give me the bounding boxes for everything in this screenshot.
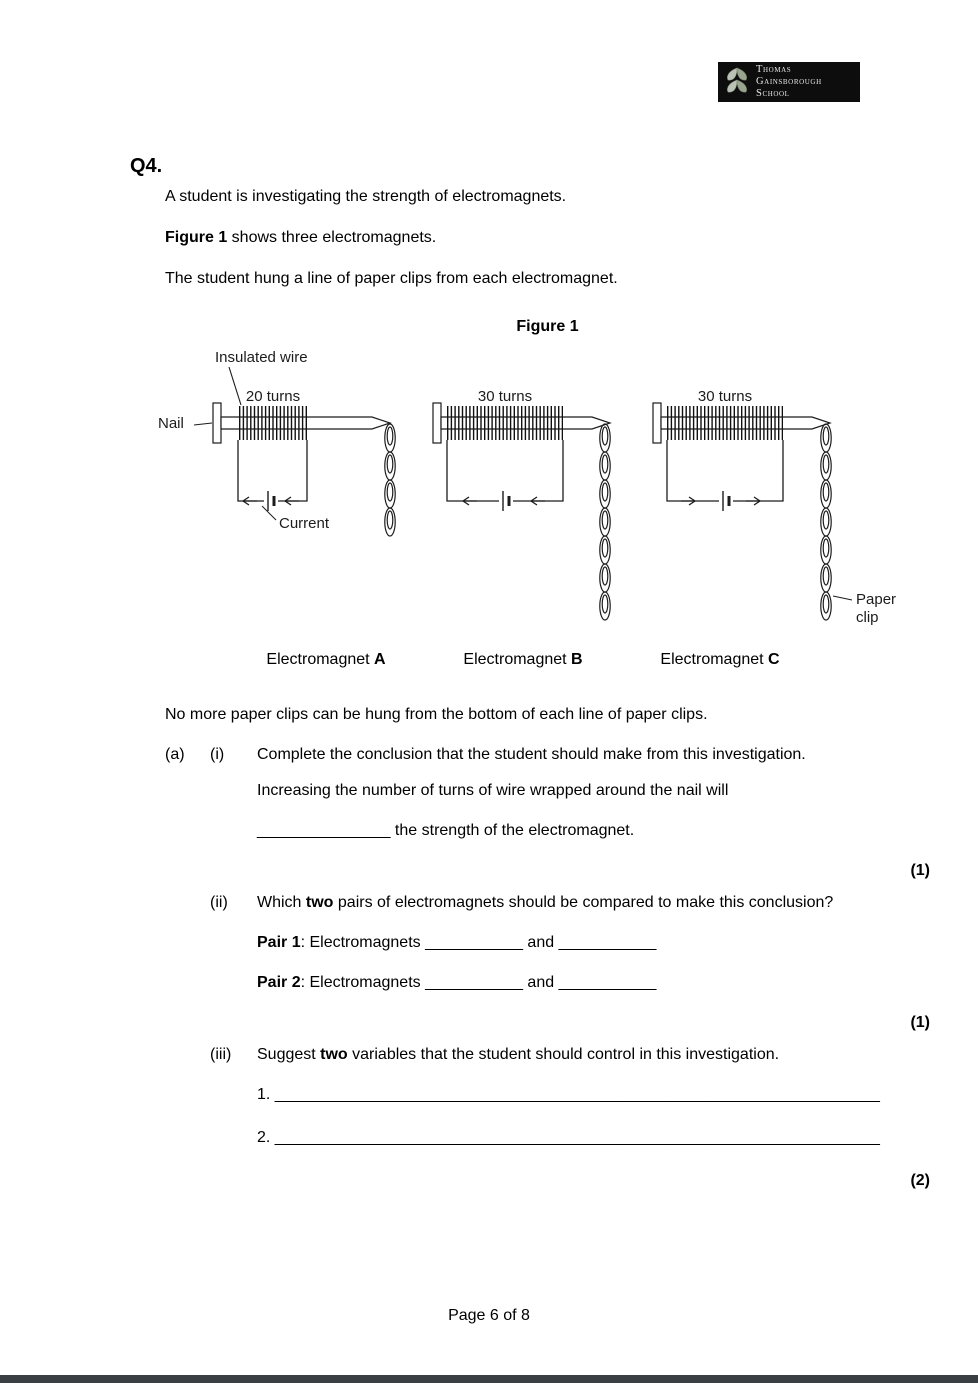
nail-head-a xyxy=(213,403,221,443)
caption-c-text: Electromagnet xyxy=(660,651,769,668)
conclusion-line-1: Increasing the number of turns of wire wrapped around the nail will xyxy=(257,782,729,799)
current-arrow-c-right xyxy=(746,497,760,505)
part-a-label: (a) xyxy=(165,746,185,763)
logo-text xyxy=(756,64,822,99)
nail-head-b xyxy=(433,403,441,443)
figure-1-diagram xyxy=(150,348,910,686)
current-arrow-a-right xyxy=(285,497,299,505)
nail-label: Nail xyxy=(158,415,184,432)
part-ii-q-post: pairs of electromagnets should be compared to make this conclusion? xyxy=(333,894,834,911)
conclusion-blank: _______________ xyxy=(257,822,391,839)
logo-line-1: Thomas xyxy=(756,64,792,76)
part-iii-question xyxy=(257,1046,930,1064)
intro-paragraph-2-rest: shows three electromagnets. xyxy=(227,229,437,246)
marks-part-ii: (1) xyxy=(910,1014,930,1031)
current-arrow-a-left xyxy=(243,497,257,505)
caption-electromagnet-a xyxy=(266,651,385,669)
conclusion-line-2 xyxy=(257,822,930,840)
paper-clip-label-line1: Paper xyxy=(856,591,897,608)
part-iii-row xyxy=(165,1046,930,1064)
paper-clip-label-line2: clip xyxy=(856,609,879,626)
part-ii-row xyxy=(165,894,930,912)
pair-2-bold: Pair 2 xyxy=(257,974,301,991)
turns-label-b: 30 turns xyxy=(477,388,533,405)
pair-1-line xyxy=(257,934,930,952)
current-label: Current xyxy=(279,515,330,532)
part-ii-question xyxy=(257,894,930,912)
part-ii-label: (ii) xyxy=(210,894,228,911)
intro-paragraph-1: A student is investigating the strength of electromagnets. xyxy=(165,188,567,205)
electromagnet-a xyxy=(158,349,395,536)
current-arrow-b-right xyxy=(531,497,545,505)
paper-clip-pointer xyxy=(833,596,852,600)
leaf-icon xyxy=(724,66,750,98)
answer-line-1: 1. ____________________________________________________________________ xyxy=(257,1086,880,1103)
logo-line-3: School xyxy=(756,87,790,99)
paper-clip-chain-a xyxy=(385,424,395,536)
page-bottom-edge xyxy=(0,1375,978,1383)
pair-2-rest: : Electromagnets ___________ and ___________ xyxy=(300,974,657,991)
current-arrow-c-left xyxy=(681,497,695,505)
caption-c-letter: C xyxy=(768,651,780,668)
pair-1-bold: Pair 1 xyxy=(257,934,301,951)
page-footer: Page 6 of 8 xyxy=(448,1307,530,1324)
figure-ref-bold: Figure 1 xyxy=(165,229,228,246)
electromagnet-b xyxy=(433,388,610,620)
figure-title: Figure 1 xyxy=(516,318,579,335)
conclusion-line-2-rest: the strength of the electromagnet. xyxy=(390,822,635,839)
caption-b-text: Electromagnet xyxy=(463,651,572,668)
part-iii-q-pre: Suggest xyxy=(257,1046,321,1063)
caption-a-letter: A xyxy=(374,651,386,668)
electromagnet-captions xyxy=(150,651,910,675)
intro-paragraph-3: The student hung a line of paper clips from each electromagnet. xyxy=(165,270,618,287)
circuit-a xyxy=(238,440,307,511)
part-ii-q-pre: Which xyxy=(257,894,306,911)
insulated-wire-label: Insulated wire xyxy=(215,349,308,366)
pair-1-rest: : Electromagnets ___________ and ___________ xyxy=(300,934,657,951)
electromagnets-svg xyxy=(150,348,910,646)
logo-line-2: Gainsborough xyxy=(756,76,822,88)
current-arrow-b-left xyxy=(463,497,477,505)
part-i-label: (i) xyxy=(210,746,225,763)
part-i-question: Complete the conclusion that the student should make from this investigation. xyxy=(257,746,806,763)
paper-clip-chain-c xyxy=(821,424,831,620)
caption-a-text: Electromagnet xyxy=(266,651,375,668)
circuit-c xyxy=(667,440,783,511)
marks-part-i: (1) xyxy=(910,862,930,879)
intro-paragraph-2 xyxy=(165,229,930,247)
caption-electromagnet-b xyxy=(463,651,582,669)
no-more-clips-text: No more paper clips can be hung from the bottom of each line of paper clips. xyxy=(165,706,708,723)
caption-b-letter: B xyxy=(571,651,583,668)
marks-part-iii: (2) xyxy=(910,1172,930,1189)
question-number: Q4. xyxy=(130,155,163,177)
turns-label-a: 20 turns xyxy=(245,388,301,405)
part-ii-q-bold: two xyxy=(305,894,334,911)
pair-2-line xyxy=(257,974,930,992)
current-pointer xyxy=(262,506,276,520)
answer-line-2: 2. ____________________________________________________________________ xyxy=(257,1129,880,1146)
turns-label-c: 30 turns xyxy=(697,388,753,405)
electromagnet-c xyxy=(653,388,896,626)
paper-clip-chain-b xyxy=(600,424,610,620)
nail-pointer xyxy=(194,423,212,425)
part-a-i-row xyxy=(165,746,930,764)
caption-electromagnet-c xyxy=(660,651,779,669)
circuit-b xyxy=(447,440,563,511)
part-iii-label: (iii) xyxy=(210,1046,232,1063)
nail-head-c xyxy=(653,403,661,443)
school-logo xyxy=(718,62,860,102)
part-iii-q-post: variables that the student should control in this investigation. xyxy=(347,1046,780,1063)
part-iii-q-bold: two xyxy=(320,1046,348,1063)
nail-shaft-a xyxy=(221,417,390,429)
insulated-wire-pointer xyxy=(229,367,241,405)
